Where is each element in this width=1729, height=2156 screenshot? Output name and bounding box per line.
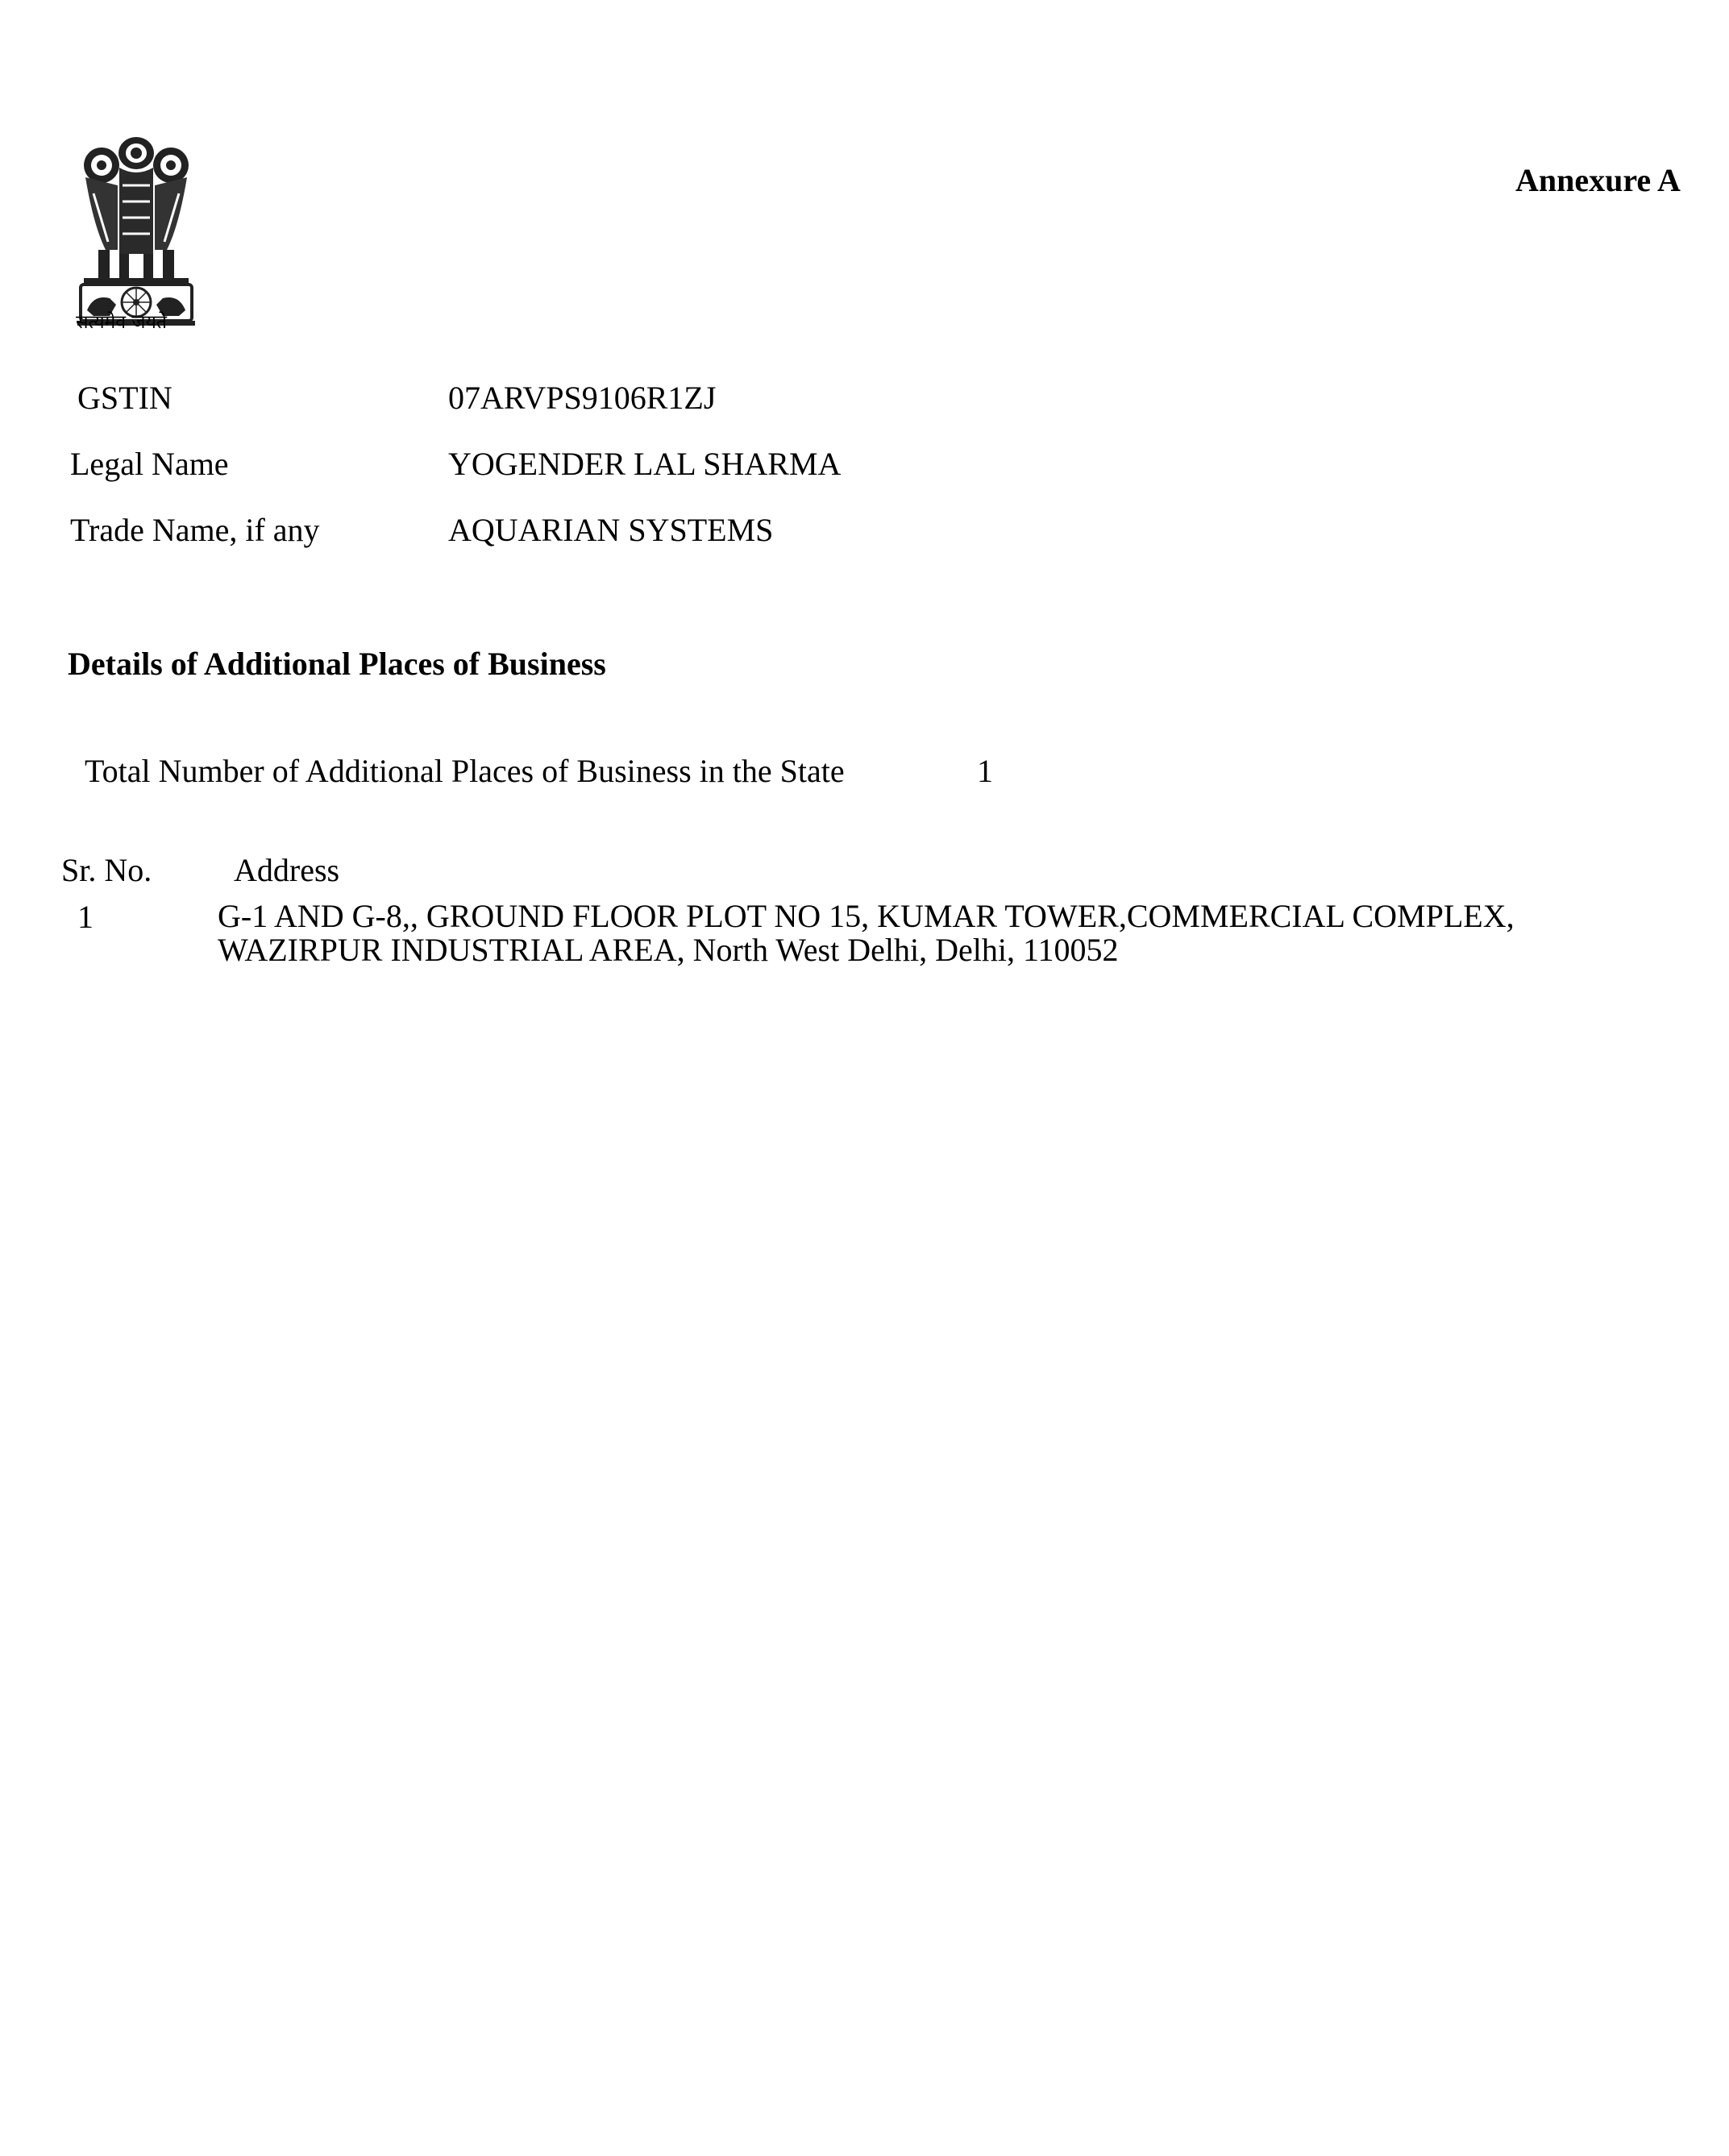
gstin-value: 07ARVPS9106R1ZJ <box>448 380 717 416</box>
legal-name-label: Legal Name <box>70 446 229 482</box>
gstin-label: GSTIN <box>77 380 172 416</box>
row-sr-no: 1 <box>77 899 94 935</box>
section-heading: Details of Additional Places of Business <box>68 646 606 682</box>
total-places-label: Total Number of Additional Places of Business in the State <box>85 753 845 789</box>
annexure-label: Annexure A <box>1515 162 1681 198</box>
table-header-address: Address <box>234 852 340 888</box>
address-line-1: G-1 AND G-8,, GROUND FLOOR PLOT NO 15, KUMAR TOWER,COMMERCIAL COMPLEX, <box>218 898 1515 934</box>
trade-name-value: AQUARIAN SYSTEMS <box>448 512 774 548</box>
legal-name-value: YOGENDER LAL SHARMA <box>448 446 842 482</box>
total-places-value: 1 <box>977 753 993 789</box>
emblem-motto: सत्यमेव जयते <box>76 312 167 333</box>
row-address <box>218 899 1669 967</box>
table-header-sr-no: Sr. No. <box>61 852 152 888</box>
address-line-2: WAZIRPUR INDUSTRIAL AREA, North West Delhi, Delhi, 110052 <box>218 932 1119 968</box>
trade-name-label: Trade Name, if any <box>70 512 320 548</box>
emblem-graphic <box>69 129 203 371</box>
